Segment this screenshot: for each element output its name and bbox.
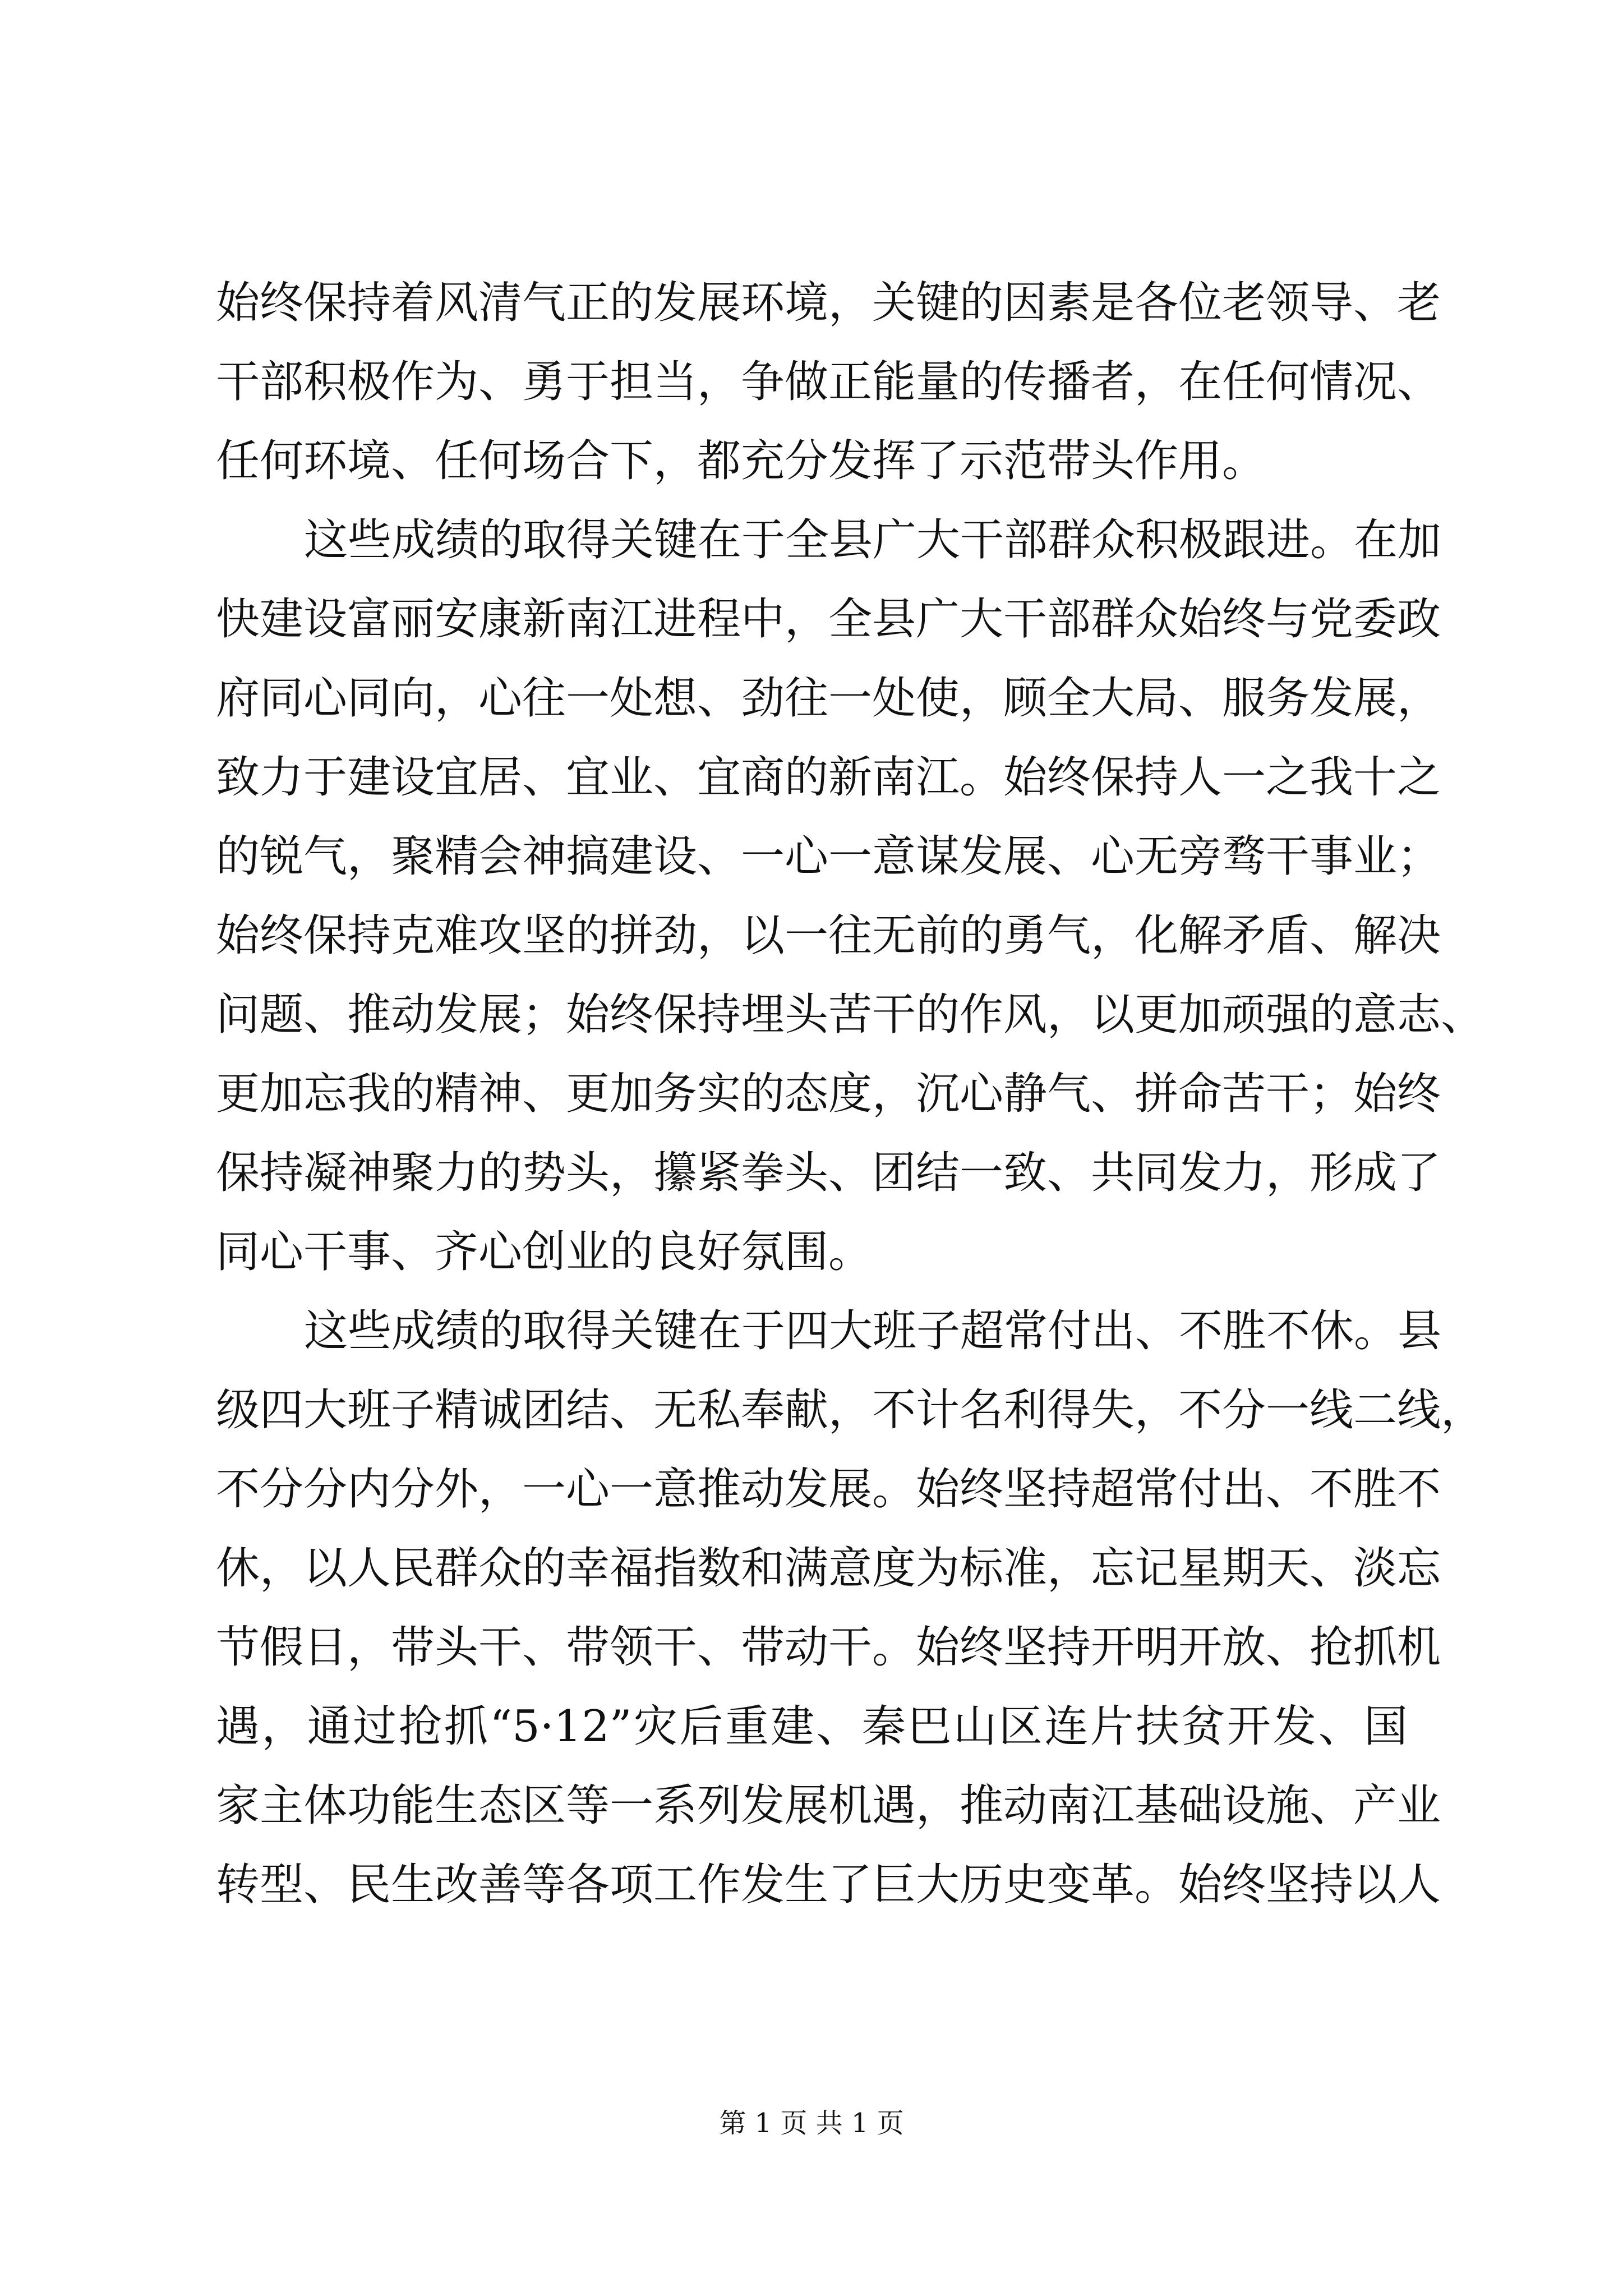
text-line: 休，以人民群众的幸福指数和满意度为标准，忘记星期天、淡忘 — [216, 1543, 1441, 1594]
document-body — [216, 264, 1485, 1925]
text-line: 的锐气，聚精会神搞建设、一心一意谋发展、心无旁骛干事业； — [216, 831, 1441, 882]
text-line: 这些成绩的取得关键在于全县广大干部群众积极跟进。在加 — [304, 515, 1442, 565]
text-line: 干部积极作为、勇于担当，争做正能量的传播者，在任何情况、 — [216, 357, 1441, 407]
text-line: 快建设富丽安康新南江进程中，全县广大干部群众始终与党委政 — [216, 594, 1441, 645]
text-line: 节假日，带头干、带领干、带动干。始终坚持开明开放、抢抓机 — [216, 1622, 1441, 1673]
text-line: 始终保持克难攻坚的拼劲，以一往无前的勇气，化解矛盾、解决 — [216, 910, 1441, 961]
text-line: 遇，通过抢抓“5·12”灾后重建、秦巴山区连片扶贫开发、国 — [216, 1701, 1408, 1752]
paragraph — [216, 264, 1441, 501]
text-line: 始终保持着风清气正的发展环境，关键的因素是各位老领导、老 — [216, 278, 1441, 328]
text-line: 这些成绩的取得关键在于四大班子超常付出、不胜不休。县 — [304, 1306, 1442, 1356]
text-line: 保持凝神聚力的势头，攥紧拳头、团结一致、共同发力，形成了 — [216, 1148, 1441, 1198]
text-line: 致力于建设宜居、宜业、宜商的新南江。始终保持人一之我十之 — [216, 752, 1441, 803]
text-line: 问题、推动发展；始终保持埋头苦干的作风，以更加顽强的意志、 — [216, 990, 1485, 1040]
text-line: 不分分内分外，一心一意推动发展。始终坚持超常付出、不胜不 — [216, 1464, 1441, 1515]
text-line: 府同心同向，心往一处想、劲往一处使，顾全大局、服务发展， — [216, 673, 1441, 724]
text-line: 任何环境、任何场合下，都充分发挥了示范带头作用。 — [216, 436, 1266, 486]
text-line: 更加忘我的精神、更加务实的态度，沉心静气、拼命苦干；始终 — [216, 1069, 1441, 1119]
page-footer: 第 1 页 共 1 页 — [719, 2108, 904, 2139]
text-line: 同心干事、齐心创业的良好氛围。 — [216, 1227, 873, 1277]
text-line: 转型、民生改善等各项工作发生了巨大历史变革。始终坚持以人 — [216, 1860, 1441, 1910]
text-line: 家主体功能生态区等一系列发展机遇，推动南江基础设施、产业 — [216, 1780, 1441, 1831]
text-line: 级四大班子精诚团结、无私奉献，不计名利得失，不分一线二线， — [216, 1385, 1485, 1435]
paragraph — [216, 501, 1485, 1292]
paragraph — [216, 1292, 1485, 1925]
